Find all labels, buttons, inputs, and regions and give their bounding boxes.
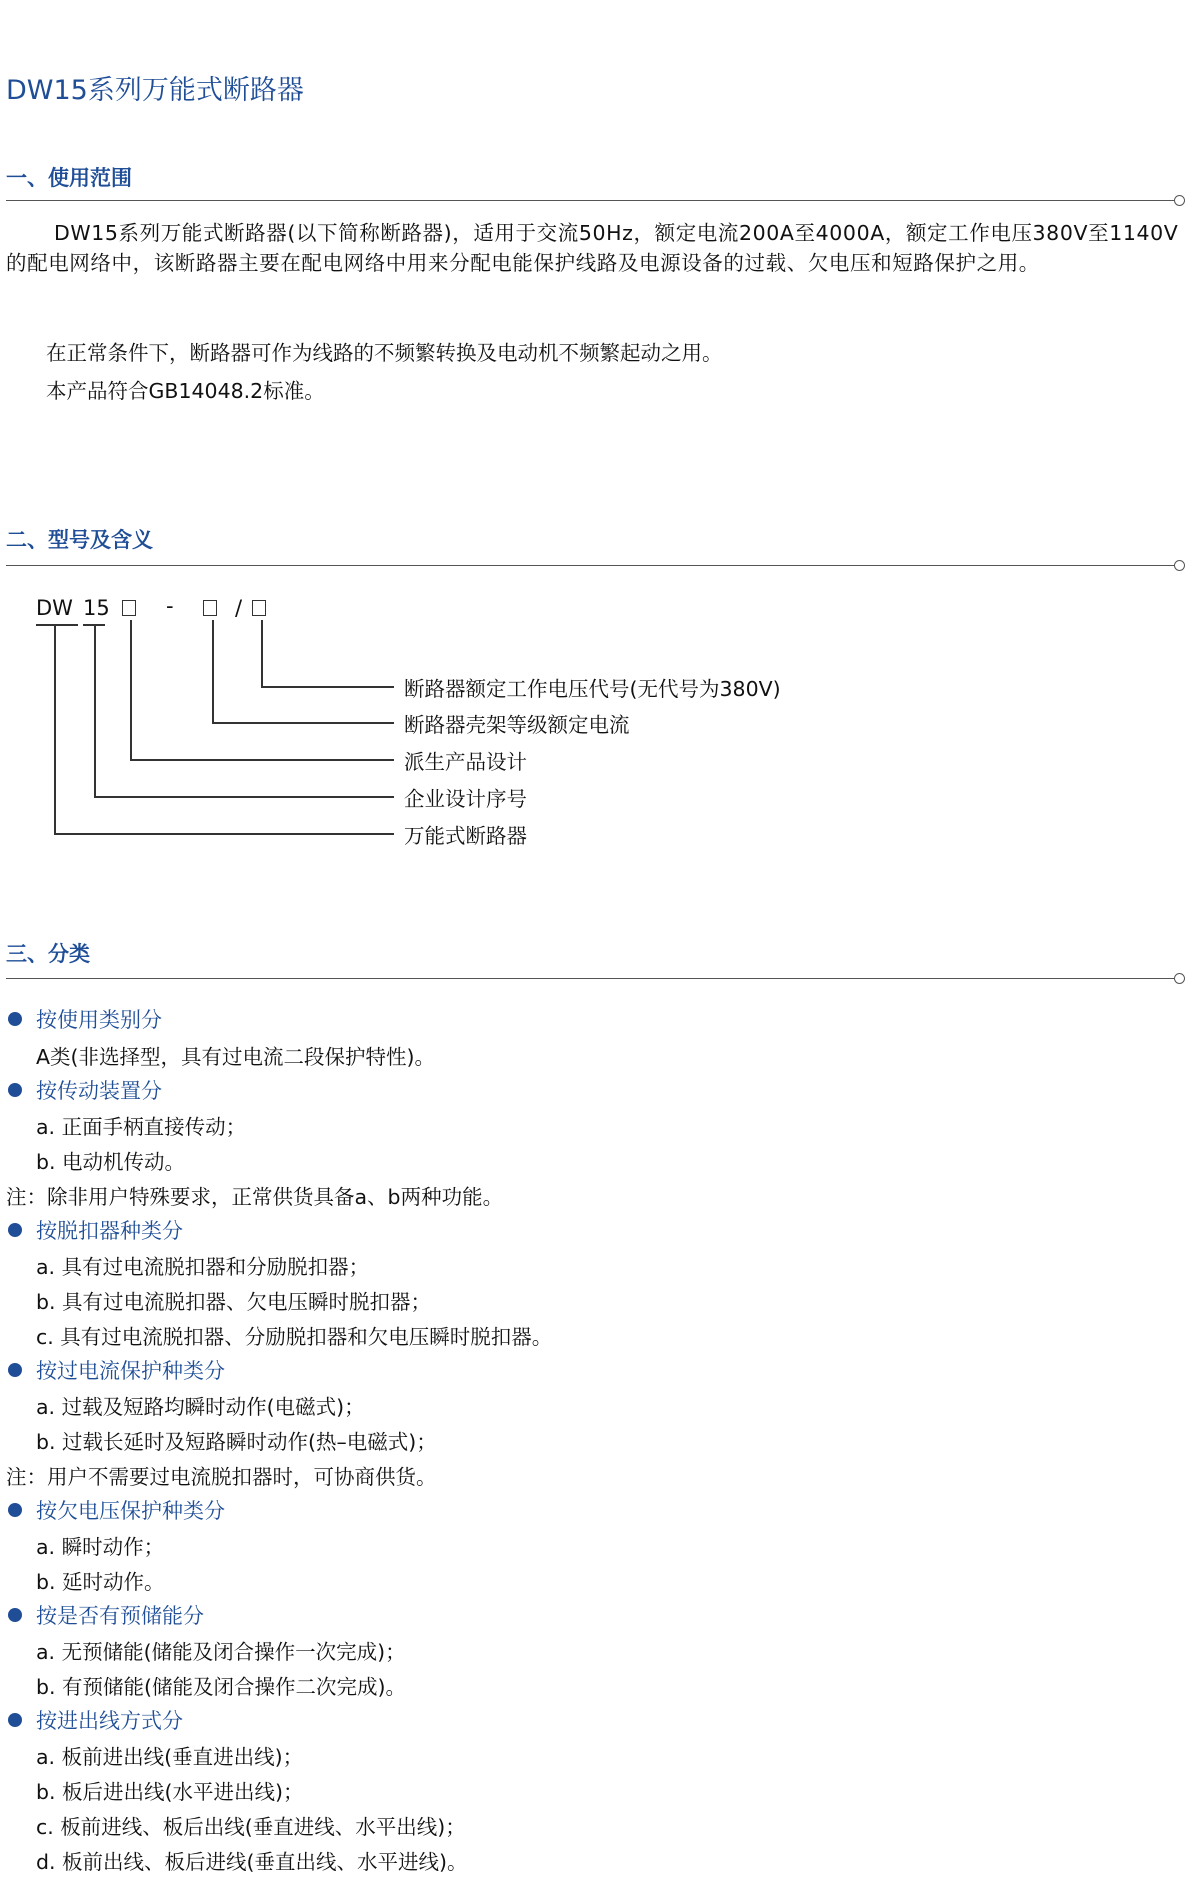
diagram-label-breaker-type: 万能式断路器 (404, 824, 527, 848)
section-divider (6, 200, 1176, 201)
category-item: b. 电动机传动。 (36, 1150, 186, 1174)
divider-end-circle-icon (1174, 973, 1185, 984)
bullet-icon (8, 1363, 22, 1377)
category-item: b. 具有过电流脱扣器、欠电压瞬时脱扣器； (36, 1290, 432, 1314)
bullet-icon (8, 1503, 22, 1517)
leader-line (212, 620, 214, 723)
diagram-label-voltage-code: 断路器额定工作电压代号(无代号为380V) (404, 677, 781, 701)
category-item: b. 延时动作。 (36, 1570, 165, 1594)
category-item: b. 有预储能(储能及闭合操作二次完成)。 (36, 1675, 407, 1699)
placeholder-box-icon (122, 600, 136, 616)
diagram-label-frame-current: 断路器壳架等级额定电流 (404, 713, 630, 737)
category-title: 按过电流保护种类分 (36, 1359, 225, 1383)
section-divider (6, 565, 1176, 566)
model-code-dw: DW (36, 596, 73, 620)
usage-paragraph: DW15系列万能式断路器(以下简称断路器)，适用于交流50Hz，额定电流200A至4000A，额定工作电压380V至1140V的配电网络中，该断路器主要在配电网络中用来分配电能保护线路及电源设备的过载、欠电压和短路保护之用。 (6, 221, 1179, 275)
bullet-icon (8, 1012, 22, 1026)
category-item: d. 板前出线、板后进线(垂直出线、水平进线)。 (36, 1850, 468, 1874)
category-item: a. 正面手柄直接传动； (36, 1115, 247, 1139)
category-item: a. 过载及短路均瞬时动作(电磁式)； (36, 1395, 365, 1419)
leader-line (54, 624, 56, 834)
leader-line (261, 620, 263, 687)
category-item: c. 具有过电流脱扣器、分励脱扣器和欠电压瞬时脱扣器。 (36, 1325, 553, 1349)
category-item: b. 过载长延时及短路瞬时动作(热–电磁式)； (36, 1430, 437, 1454)
bullet-icon (8, 1713, 22, 1727)
model-code-dash: - (166, 594, 174, 618)
bullet-icon (8, 1223, 22, 1237)
category-item: a. 瞬时动作； (36, 1535, 165, 1559)
diagram-label-derived-design: 派生产品设计 (404, 750, 527, 774)
category-title: 按是否有预储能分 (36, 1604, 204, 1628)
page-title: DW15系列万能式断路器 (6, 75, 304, 106)
model-code-slash: / (235, 596, 243, 620)
section-divider (6, 978, 1176, 979)
diagram-label-serial: 企业设计序号 (404, 787, 527, 811)
divider-end-circle-icon (1174, 195, 1185, 206)
leader-line (261, 686, 394, 688)
category-item: a. 具有过电流脱扣器和分励脱扣器； (36, 1255, 370, 1279)
placeholder-box-icon (252, 600, 266, 616)
leader-line (212, 722, 394, 724)
model-code-15: 15 (83, 596, 110, 620)
category-title: 按使用类别分 (36, 1008, 162, 1032)
category-note: 注：除非用户特殊要求，正常供货具备a、b两种功能。 (6, 1185, 504, 1209)
leader-line (130, 620, 132, 760)
category-item: c. 板前进线、板后出线(垂直进线、水平出线)； (36, 1815, 466, 1839)
category-item: A类(非选择型，具有过电流二段保护特性)。 (36, 1045, 436, 1069)
category-title: 按脱扣器种类分 (36, 1219, 183, 1243)
leader-line (54, 833, 394, 835)
leader-line (94, 796, 394, 798)
code-underline (36, 624, 78, 626)
category-item: b. 板后进出线(水平进出线)； (36, 1780, 304, 1804)
section-heading-model: 二、型号及含义 (6, 528, 153, 552)
leader-line (94, 624, 96, 797)
category-title: 按传动装置分 (36, 1079, 162, 1103)
category-title: 按欠电压保护种类分 (36, 1499, 225, 1523)
category-item: a. 板前进出线(垂直进出线)； (36, 1745, 304, 1769)
category-title: 按进出线方式分 (36, 1709, 183, 1733)
category-note: 注：用户不需要过电流脱扣器时，可协商供货。 (6, 1465, 437, 1489)
bullet-icon (8, 1608, 22, 1622)
standard-note: 本产品符合GB14048.2标准。 (46, 379, 325, 403)
placeholder-box-icon (203, 600, 217, 616)
bullet-icon (8, 1083, 22, 1097)
divider-end-circle-icon (1174, 560, 1185, 571)
category-item: a. 无预储能(储能及闭合操作一次完成)； (36, 1640, 406, 1664)
section-heading-usage: 一、使用范围 (6, 166, 132, 190)
section-heading-classification: 三、分类 (6, 942, 90, 966)
leader-line (130, 759, 394, 761)
usage-paragraph-2: 在正常条件下，断路器可作为线路的不频繁转换及电动机不频繁起动之用。 (46, 341, 723, 365)
